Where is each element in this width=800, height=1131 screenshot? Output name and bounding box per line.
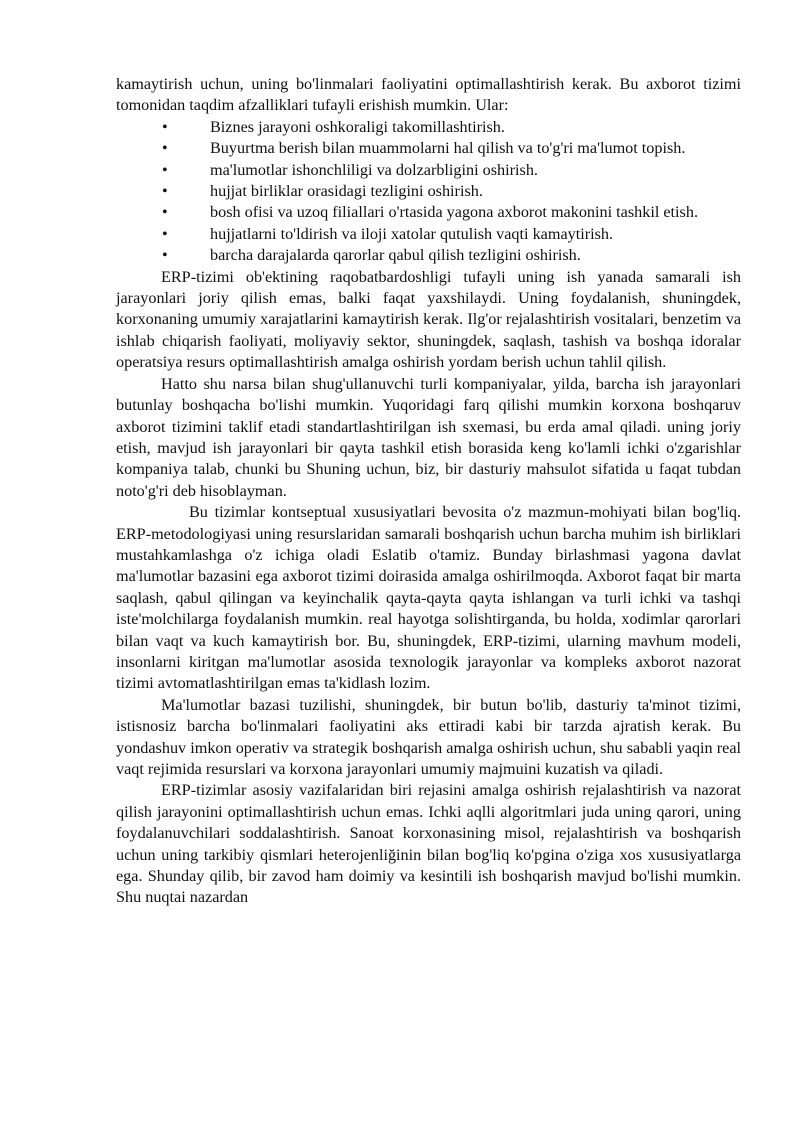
list-item (116, 138, 741, 159)
intro-paragraph: kamaytirish uchun, uning bo'linmalari faoliyatini optimallashtirish kerak. Bu axborot tizimi tomonidan taqdim afzalliklari tufayli erishish mumkin. Ular: (116, 75, 741, 115)
list-item (116, 160, 741, 181)
bullet-icon: • (162, 139, 168, 158)
list-item-text: barcha darajalarda qarorlar qabul qilish tezligini oshirish. (210, 246, 581, 265)
list-item (116, 202, 741, 223)
bullet-icon: • (162, 203, 168, 222)
list-item-text: hujjatlarni to'ldirish va iloji xatolar qutulish vaqti kamaytirish. (210, 224, 614, 243)
body-paragraph: Ma'lumotlar bazasi tuzilishi, shuningdek, bir butun bo'lib, dasturiy ta'minot tizimi, istisnosiz barcha bo'linmalari faoliyatini aks ettiradi kabi bir tarzda ajratish kerak. Bu yondashuv imkon operativ va strategik boshqarish amalga oshirish uchun, shu sababli yaqin real vaqt rejimida resurslari va korxona jarayonlari umumiy majmuini kuzatish va qiladi. (116, 695, 741, 778)
body-paragraph: Bu tizimlar kontseptual xususiyatlari bevosita o'z mazmun-mohiyati bilan bog'liq. ERP-metodologiyasi uning resurslaridan samarali boshqarish uchun barcha muhim ish birliklari mustahkamlashga o'z ichiga oladi Eslatib o'tamiz. Bunday birlashmasi yagona davlat ma'lumotlar bazasini ega axborot tizimi doirasida amalga oshirilmoqda. Axborot faqat bir marta saqlash, qabul qilingan va keyinchalik qayta-qayta qayta ishlangan va turli ichki va tashqi iste'molchilarga foydalanish mumkin. real hayotga solishtirganda, bu holda, xodimlar qarorlari bilan vaqt va kuch kamaytirish bor. Bu, shuningdek, ERP-tizimi, ularning mavhum modeli, insonlarni kiritgan ma'lumotlar asosida texnologik jarayonlar va kompleks axborot nazorat tizimi avtomatlashtirilgan emas ta'kidlash lozim. (116, 503, 741, 693)
list-item-text: Biznes jarayoni oshkoraligi takomillashtirish. (210, 117, 505, 136)
body-paragraph: ERP-tizimi ob'ektining raqobatbardoshligi tufayli uning ish yanada samarali ish jarayonlari joriy qilish emas, balki faqat yaxshilaydi. Uning foydalanish, shuningdek, korxonaning umumiy xarajatlarini kamaytirish kerak. Ilg'or rejalashtirish vositalari, benzetim va ishlab chiqarish faoliyati, moliyaviy sektor, shuningdek, saqlash, tashish va boshqa idoralar operatsiya resurs optimallashtirish amalga oshirish yordam berish uchun tahlil qilish. (116, 267, 741, 372)
list-item (116, 117, 741, 138)
bullet-icon: • (162, 246, 168, 265)
body-paragraph: Hatto shu narsa bilan shug'ullanuvchi turli kompaniyalar, yilda, barcha ish jarayonlari butunlay boshqacha bo'lishi mumkin. Yuqoridagi farq qilishi mumkin korxona boshqaruv axborot tizimini taklif etadi standartlashtirilgan ish sxemasi, bu erda amal qiladi. uning joriy etish, mavjud ish jarayonlari bir qayta tashkil etish borasida keng ko'lamli ichki o'zgarishlar kompaniya talab, chunki bu Shuning uchun, biz, bir dasturiy mahsulot sifatida u faqat tubdan noto'g'ri deb hisoblayman. (116, 374, 741, 500)
list-item-text: ma'lumotlar ishonchliligi va dolzarbligini oshirish. (210, 160, 538, 179)
list-item-text: Buyurtma berish bilan muammolarni hal qilish va to'g'ri ma'lumot topish. (210, 139, 686, 158)
bullet-icon: • (162, 160, 168, 179)
list-item-text: hujjat birliklar orasidagi tezligini oshirish. (210, 182, 483, 201)
bullet-icon: • (162, 224, 168, 243)
advantages-list (116, 117, 741, 267)
bullet-icon: • (162, 117, 168, 136)
list-item-text: bosh ofisi va uzoq filiallari o'rtasida yagona axborot makonini tashkil etish. (210, 203, 698, 222)
list-item (116, 224, 741, 245)
list-item (116, 181, 741, 202)
bullet-icon: • (162, 182, 168, 201)
list-item (116, 245, 741, 266)
body-paragraph: ERP-tizimlar asosiy vazifalaridan biri rejasini amalga oshirish rejalashtirish va nazorat qilish jarayonini optimallashtirish uchun emas. Ichki aqlli algoritmlari juda uning qarori, uning foydalanuvchilari soddalashtirish. Sanoat korxonasining misol, rejalashtirish va boshqarish uchun uning tarkibiy qismlari heterojenliğinin bilan bog'liq ko'pgina o'ziga xos xususiyatlarga ega. Shunday qilib, bir zavod ham doimiy va kesintili ish boshqarish mavjud bo'lishi mumkin. Shu nuqtai nazardan (116, 781, 741, 907)
document-page (116, 74, 741, 909)
